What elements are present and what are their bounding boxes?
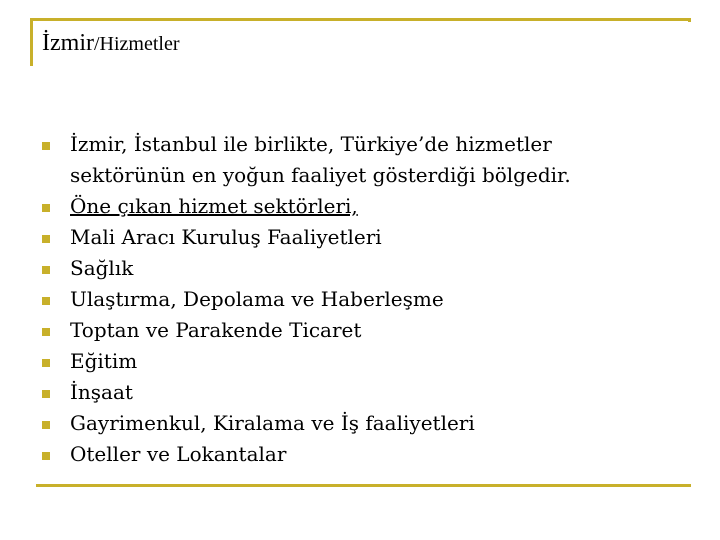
list-item (40, 253, 680, 284)
frame-top-line (30, 18, 691, 21)
square-bullet-icon (42, 452, 50, 460)
square-bullet-icon (42, 328, 50, 336)
list-item (40, 315, 680, 346)
list-item (40, 439, 680, 470)
square-bullet-icon (42, 142, 50, 150)
slide-title-sub: /Hizmetler (93, 33, 180, 55)
square-bullet-icon (42, 390, 50, 398)
list-item (40, 346, 680, 377)
list-item (40, 408, 680, 439)
bullet-list (40, 129, 680, 470)
square-bullet-icon (42, 204, 50, 212)
list-item-text: İzmir, İstanbul ile birlikte, Türkiye’de hizmetler (70, 132, 552, 156)
square-bullet-icon (42, 359, 50, 367)
frame-bottom-line (36, 484, 691, 487)
list-item-text: Mali Aracı Kuruluş Faaliyetleri (70, 225, 382, 249)
list-item-text: Ulaştırma, Depolama ve Haberleşme (70, 287, 444, 311)
list-item (40, 129, 680, 191)
square-bullet-icon (42, 235, 50, 243)
list-item (40, 222, 680, 253)
list-item (40, 377, 680, 408)
frame-right-tick (688, 18, 691, 22)
list-item-text: Sağlık (70, 256, 134, 280)
list-item (40, 284, 680, 315)
list-item (40, 191, 680, 222)
list-item-text: Oteller ve Lokantalar (70, 442, 287, 466)
list-item-text: Eğitim (70, 349, 138, 373)
slide-title-main: İzmir (42, 30, 94, 56)
square-bullet-icon (42, 266, 50, 274)
list-item-text: Toptan ve Parakende Ticaret (70, 318, 362, 342)
square-bullet-icon (42, 421, 50, 429)
list-item-text: Öne çıkan hizmet sektörleri, (70, 194, 358, 218)
list-item-text: Gayrimenkul, Kiralama ve İş faaliyetleri (70, 411, 475, 435)
list-item-text: İnşaat (70, 380, 133, 404)
slide-title (42, 30, 180, 57)
list-item-text-continued: sektörünün en yoğun faaliyet gösterdiği bölgedir. (70, 163, 571, 187)
frame-left-line (30, 18, 33, 66)
square-bullet-icon (42, 297, 50, 305)
